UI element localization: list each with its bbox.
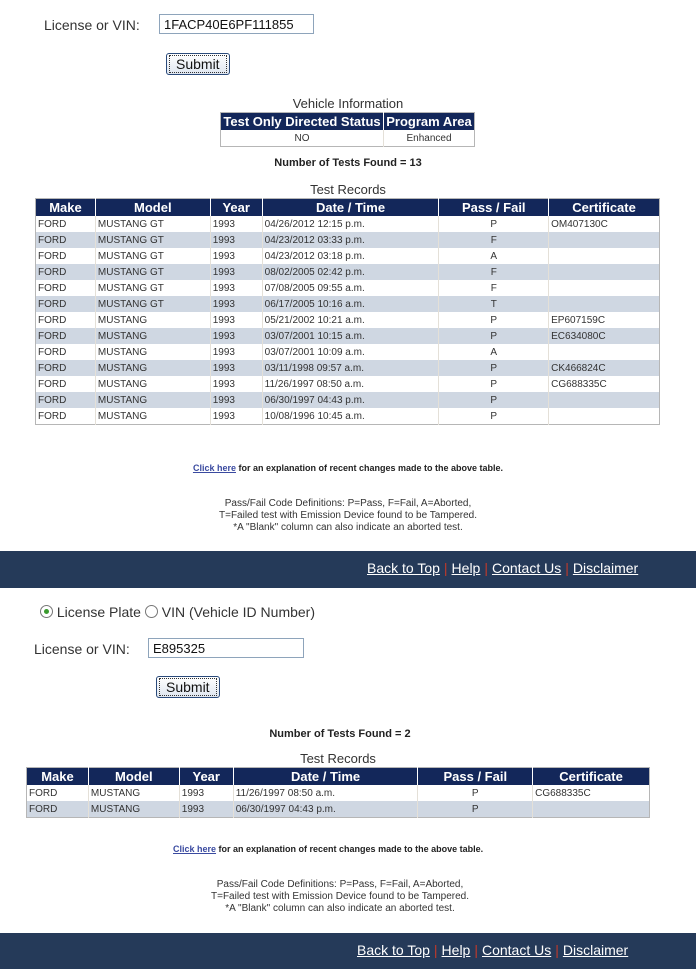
separator: | bbox=[484, 560, 488, 576]
cell-model: MUSTANG bbox=[95, 312, 210, 328]
submit-button[interactable] bbox=[166, 53, 230, 75]
definitions-line: Pass/Fail Code Definitions: P=Pass, F=Fail, A=Aborted, bbox=[224, 498, 472, 509]
cell-certificate: CK466824C bbox=[549, 360, 660, 376]
cell-certificate: EC634080C bbox=[549, 328, 660, 344]
test-records-title-2: Test Records bbox=[300, 751, 376, 766]
cell-model: MUSTANG bbox=[95, 328, 210, 344]
cell-certificate bbox=[549, 232, 660, 248]
cell-year: 1993 bbox=[210, 344, 262, 360]
cell-make: FORD bbox=[36, 296, 96, 312]
separator: | bbox=[555, 942, 559, 958]
cell-pass-fail: P bbox=[439, 328, 549, 344]
disclaimer-link[interactable]: Disclaimer bbox=[572, 560, 639, 576]
submit-button-2[interactable] bbox=[156, 676, 220, 698]
license-plate-radio-label: License Plate bbox=[56, 604, 141, 620]
cell-certificate bbox=[549, 296, 660, 312]
cell-certificate bbox=[533, 801, 650, 818]
cell-date-time: 03/07/2001 10:09 a.m. bbox=[262, 344, 439, 360]
cell-model: MUSTANG GT bbox=[95, 248, 210, 264]
cell-date-time: 06/17/2005 10:16 a.m. bbox=[262, 296, 439, 312]
cell-model: MUSTANG bbox=[88, 785, 179, 801]
cell-certificate bbox=[549, 248, 660, 264]
table-row bbox=[36, 216, 660, 232]
cell-year: 1993 bbox=[179, 785, 233, 801]
cell-year: 1993 bbox=[210, 296, 262, 312]
header-model: Model bbox=[95, 199, 210, 217]
table-row bbox=[36, 248, 660, 264]
table-row bbox=[36, 296, 660, 312]
click-here-link[interactable]: Click here bbox=[192, 463, 236, 473]
cell-year: 1993 bbox=[179, 801, 233, 818]
cell-model: MUSTANG bbox=[95, 360, 210, 376]
table-row bbox=[36, 280, 660, 296]
license-vin-label: License or VIN: bbox=[44, 17, 140, 33]
search-type-radio-group bbox=[40, 604, 315, 620]
cell-pass-fail: P bbox=[418, 801, 533, 818]
submit-label: Submit bbox=[169, 55, 227, 73]
cell-model: MUSTANG GT bbox=[95, 232, 210, 248]
header-pass-fail: Pass / Fail bbox=[418, 768, 533, 786]
cell-date-time: 04/23/2012 03:33 p.m. bbox=[262, 232, 439, 248]
header-year: Year bbox=[179, 768, 233, 786]
cell-date-time: 05/21/2002 10:21 a.m. bbox=[262, 312, 439, 328]
header-certificate: Certificate bbox=[533, 768, 650, 786]
cell-certificate bbox=[549, 408, 660, 425]
table-row bbox=[27, 785, 650, 801]
footer-links-2 bbox=[357, 942, 628, 958]
header-pass-fail: Pass / Fail bbox=[439, 199, 549, 217]
cell-model: MUSTANG bbox=[88, 801, 179, 818]
cell-date-time: 06/30/1997 04:43 p.m. bbox=[233, 801, 418, 818]
header-date-time: Date / Time bbox=[262, 199, 439, 217]
cell-make: FORD bbox=[38, 410, 67, 422]
cell-pass-fail: P bbox=[439, 216, 549, 232]
cell-pass-fail: A bbox=[439, 344, 549, 360]
cell-model: MUSTANG GT bbox=[95, 280, 210, 296]
cell-make: FORD bbox=[36, 392, 96, 408]
help-link[interactable]: Help bbox=[451, 560, 481, 576]
contact-us-link-2[interactable]: Contact Us bbox=[481, 942, 552, 958]
cell-model: MUSTANG bbox=[95, 344, 210, 360]
definitions-line: T=Failed test with Emission Device found to be Tampered. bbox=[219, 510, 477, 521]
separator: | bbox=[565, 560, 569, 576]
cell-certificate bbox=[549, 280, 660, 296]
program-area-value: Enhanced bbox=[384, 130, 475, 147]
table-row bbox=[36, 392, 660, 408]
cell-make: FORD bbox=[38, 346, 67, 358]
cell-make: FORD bbox=[36, 232, 96, 248]
cell-year: 1993 bbox=[210, 392, 262, 408]
cell-year: 1993 bbox=[210, 248, 262, 264]
test-records-table-2 bbox=[26, 767, 650, 818]
cell-make: FORD bbox=[36, 328, 96, 344]
table-row bbox=[36, 408, 660, 425]
cell-date-time: 03/11/1998 09:57 a.m. bbox=[262, 360, 439, 376]
cell-make: FORD bbox=[38, 282, 67, 294]
cell-make: FORD bbox=[29, 787, 58, 799]
cell-date-time: 04/26/2012 12:15 p.m. bbox=[262, 216, 439, 232]
cell-pass-fail: F bbox=[439, 280, 549, 296]
header-test-only-directed-status: Test Only Directed Status bbox=[221, 113, 384, 131]
cell-certificate: CG688335C bbox=[549, 376, 660, 392]
cell-year: 1993 bbox=[210, 264, 262, 280]
cell-certificate bbox=[549, 264, 660, 280]
back-to-top-link-2[interactable]: Back to Top bbox=[357, 942, 430, 958]
table-row bbox=[36, 312, 660, 328]
cell-pass-fail: P bbox=[439, 312, 549, 328]
separator: | bbox=[433, 942, 438, 958]
disclaimer-link-2[interactable]: Disclaimer bbox=[562, 942, 629, 958]
cell-date-time: 07/08/2005 09:55 a.m. bbox=[262, 280, 439, 296]
cell-make: FORD bbox=[36, 264, 96, 280]
footer-bar bbox=[0, 551, 696, 588]
cell-year: 1993 bbox=[210, 376, 262, 392]
cell-year: 1993 bbox=[210, 360, 262, 376]
table-row bbox=[36, 232, 660, 248]
back-to-top-link[interactable]: Back to Top bbox=[367, 560, 440, 576]
cell-model: MUSTANG bbox=[95, 392, 210, 408]
cell-make: FORD bbox=[38, 218, 67, 230]
table-row bbox=[36, 376, 660, 392]
header-date-time: Date / Time bbox=[233, 768, 418, 786]
changes-note-2 bbox=[173, 844, 483, 854]
click-here-link-2[interactable]: Click here bbox=[173, 844, 217, 854]
cell-year: 1993 bbox=[210, 408, 262, 425]
cell-certificate: EP607159C bbox=[549, 312, 660, 328]
tests-found-count: Number of Tests Found = 13 bbox=[274, 157, 422, 169]
tests-found-count-2: Number of Tests Found = 2 bbox=[269, 728, 411, 740]
license-vin-input-2[interactable] bbox=[148, 638, 304, 658]
definitions-line: Pass/Fail Code Definitions: P=Pass, F=Fail, A=Aborted, bbox=[216, 879, 464, 890]
vin-radio-label: VIN (Vehicle ID Number) bbox=[161, 604, 316, 620]
cell-date-time: 11/26/1997 08:50 a.m. bbox=[262, 376, 439, 392]
vin-radio[interactable] bbox=[145, 605, 158, 618]
cell-pass-fail: T bbox=[439, 296, 549, 312]
cell-date-time: 03/07/2001 10:15 a.m. bbox=[262, 328, 439, 344]
table-row bbox=[36, 264, 660, 280]
vehicle-info-title: Vehicle Information bbox=[292, 96, 404, 111]
pass-fail-definitions bbox=[0, 498, 696, 534]
header-certificate: Certificate bbox=[549, 199, 660, 217]
changes-note-text: for an explanation of recent changes made to the above table. bbox=[235, 463, 504, 473]
cell-model: MUSTANG GT bbox=[95, 264, 210, 280]
cell-make: FORD bbox=[38, 378, 67, 390]
contact-us-link[interactable]: Contact Us bbox=[491, 560, 562, 576]
cell-year: 1993 bbox=[210, 312, 262, 328]
footer-bar-2 bbox=[0, 933, 696, 969]
separator: | bbox=[443, 560, 448, 576]
changes-note-text-2: for an explanation of recent changes made to the above table. bbox=[216, 844, 484, 854]
definitions-line: *A "Blank" column can also indicate an aborted test. bbox=[233, 522, 463, 533]
definitions-line: *A "Blank" column can also indicate an aborted test. bbox=[225, 903, 455, 914]
cell-pass-fail: P bbox=[439, 392, 549, 408]
cell-pass-fail: P bbox=[439, 408, 549, 425]
table-row bbox=[27, 801, 650, 818]
cell-date-time: 11/26/1997 08:50 a.m. bbox=[233, 785, 418, 801]
cell-year: 1993 bbox=[210, 232, 262, 248]
definitions-line: T=Failed test with Emission Device found to be Tampered. bbox=[211, 891, 469, 902]
cell-make: FORD bbox=[38, 250, 67, 262]
cell-model: MUSTANG GT bbox=[95, 296, 210, 312]
pass-fail-definitions-2 bbox=[160, 879, 520, 915]
cell-date-time: 04/23/2012 03:18 p.m. bbox=[262, 248, 439, 264]
cell-date-time: 10/08/1996 10:45 a.m. bbox=[262, 408, 439, 425]
cell-certificate bbox=[549, 344, 660, 360]
cell-pass-fail: P bbox=[439, 360, 549, 376]
cell-date-time: 08/02/2005 02:42 p.m. bbox=[262, 264, 439, 280]
header-make: Make bbox=[36, 199, 96, 217]
cell-pass-fail: F bbox=[439, 264, 549, 280]
changes-note bbox=[0, 463, 696, 473]
header-make: Make bbox=[27, 768, 89, 786]
cell-certificate: CG688335C bbox=[533, 785, 650, 801]
cell-certificate: OM407130C bbox=[549, 216, 660, 232]
license-vin-label-2: License or VIN: bbox=[34, 641, 130, 657]
cell-year: 1993 bbox=[210, 328, 262, 344]
header-model: Model bbox=[88, 768, 179, 786]
cell-pass-fail: P bbox=[418, 785, 533, 801]
cell-pass-fail: P bbox=[439, 376, 549, 392]
header-year: Year bbox=[210, 199, 262, 217]
footer-links bbox=[367, 560, 638, 576]
cell-pass-fail: F bbox=[439, 232, 549, 248]
license-vin-input[interactable] bbox=[159, 14, 314, 34]
cell-model: MUSTANG bbox=[95, 376, 210, 392]
cell-model: MUSTANG bbox=[95, 408, 210, 425]
cell-make: FORD bbox=[36, 360, 96, 376]
submit-label-2: Submit bbox=[159, 678, 217, 696]
test-only-directed-status-value: NO bbox=[294, 132, 310, 144]
cell-date-time: 06/30/1997 04:43 p.m. bbox=[262, 392, 439, 408]
header-program-area: Program Area bbox=[384, 113, 475, 131]
table-row bbox=[36, 328, 660, 344]
table-row bbox=[36, 360, 660, 376]
cell-make: FORD bbox=[27, 801, 89, 818]
separator: | bbox=[474, 942, 478, 958]
vehicle-info-table bbox=[220, 112, 475, 147]
license-plate-radio[interactable] bbox=[40, 605, 53, 618]
table-row bbox=[36, 344, 660, 360]
help-link-2[interactable]: Help bbox=[441, 942, 471, 958]
test-records-title: Test Records bbox=[310, 182, 386, 197]
cell-pass-fail: A bbox=[439, 248, 549, 264]
cell-model: MUSTANG GT bbox=[95, 216, 210, 232]
cell-make: FORD bbox=[38, 314, 67, 326]
test-records-table bbox=[35, 198, 660, 425]
cell-certificate bbox=[549, 392, 660, 408]
cell-year: 1993 bbox=[210, 216, 262, 232]
cell-year: 1993 bbox=[210, 280, 262, 296]
